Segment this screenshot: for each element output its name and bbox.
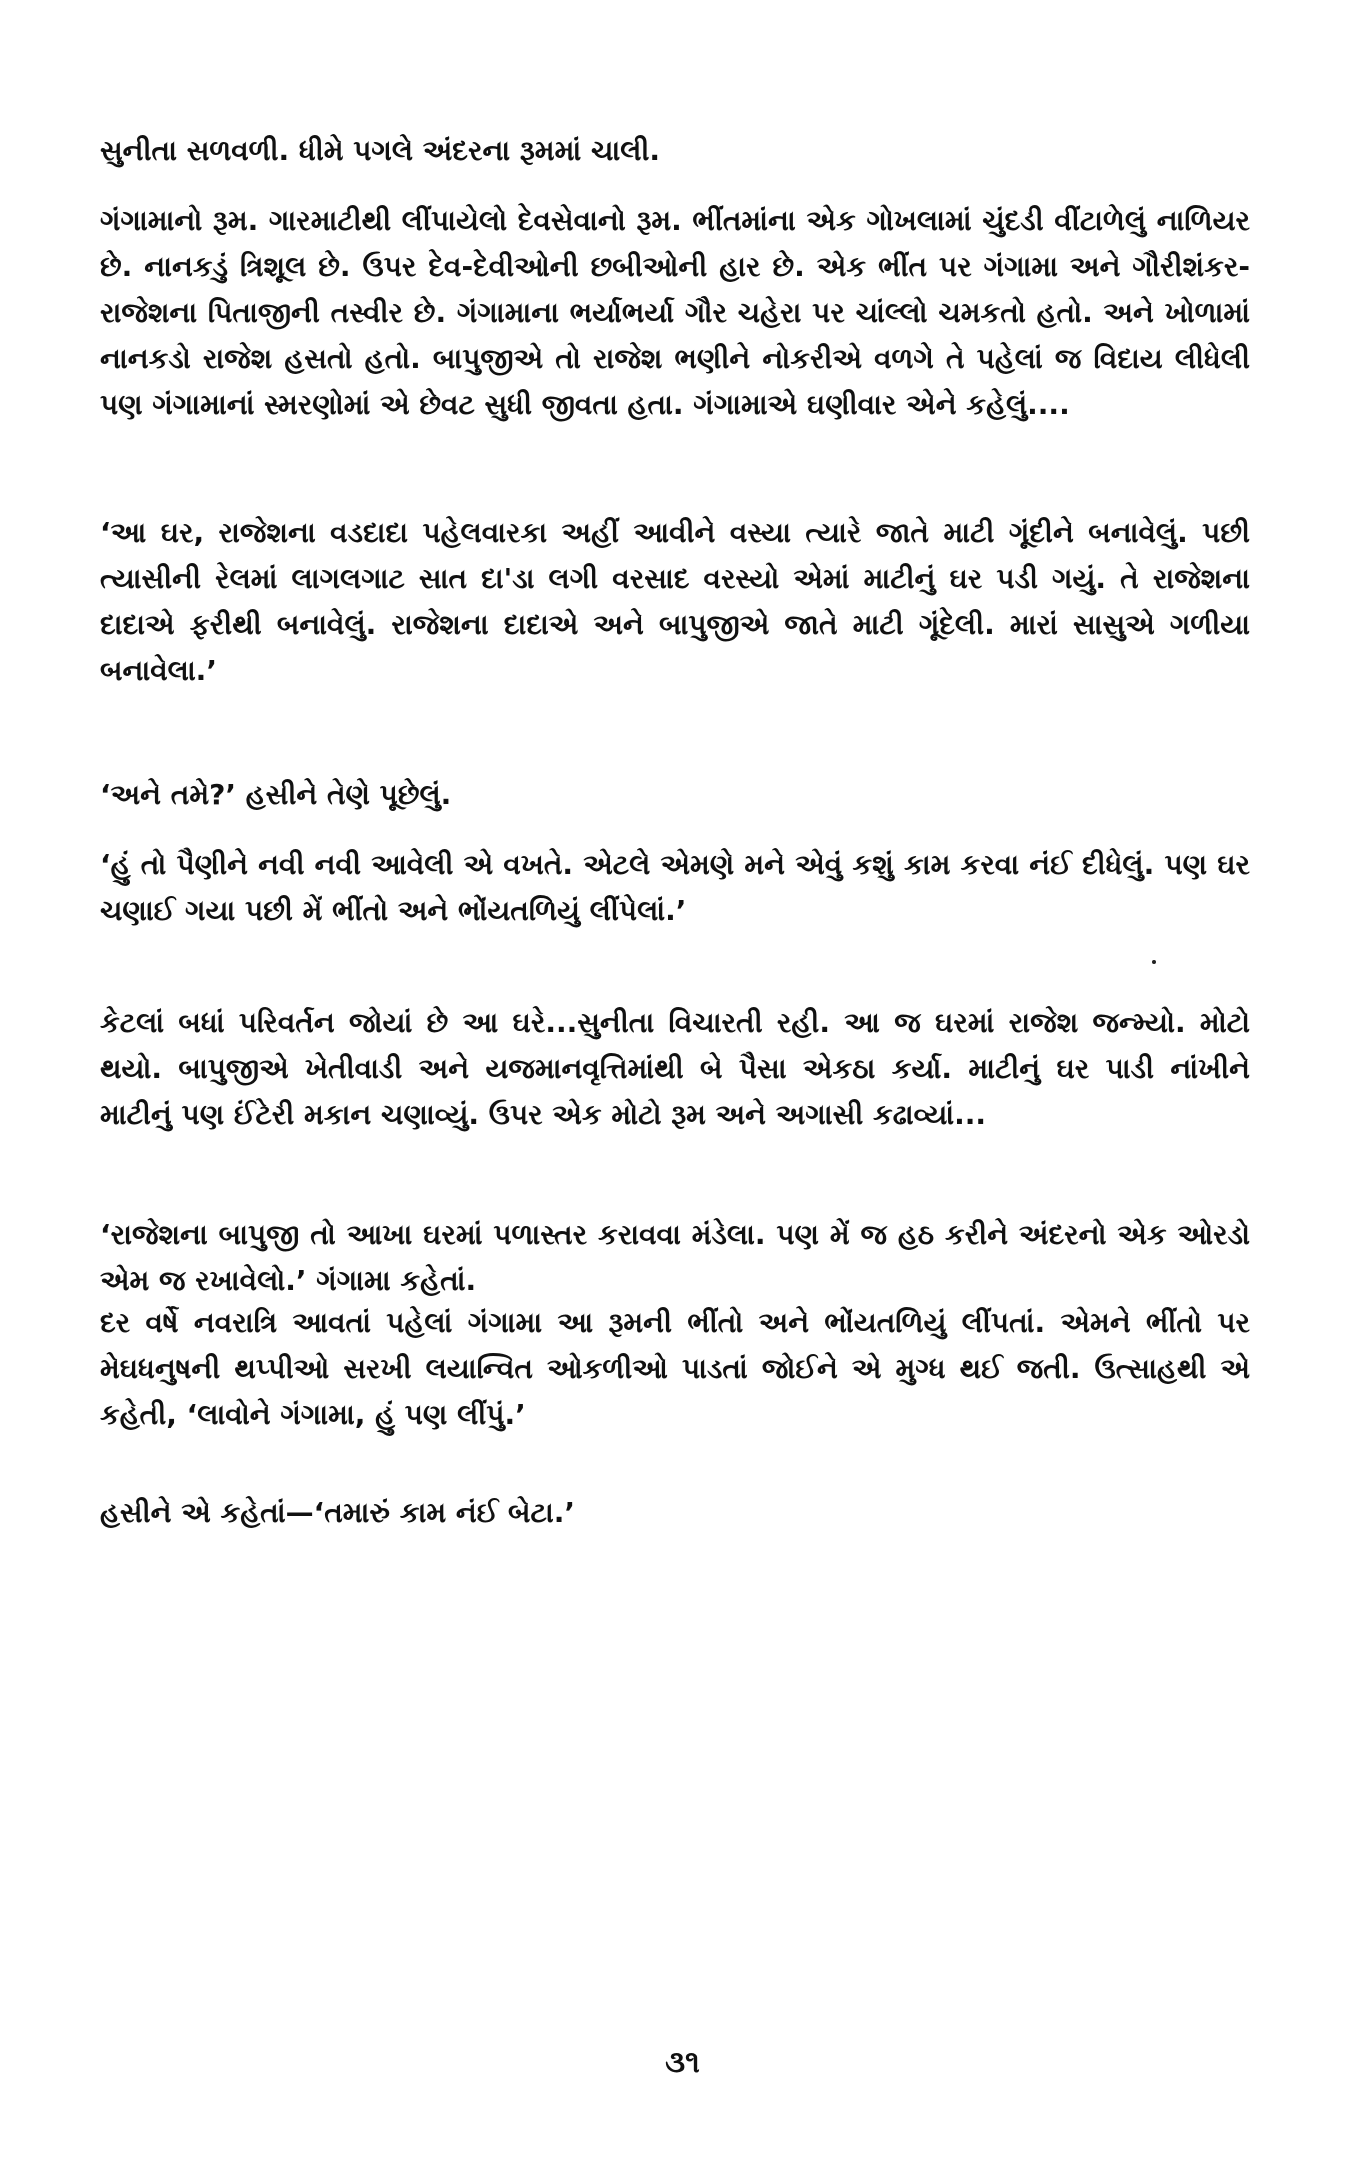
paragraph-6: કેટલાં બધાં પરિવર્તન જોયાં છે આ ઘરે...સુનીતા વિચારતી રહી. આ જ ઘરમાં રાજેશ જન્મ્યો. મોટો થયો. બાપુજીએ ખેતીવાડી અને યજમાનવૃત્તિમાંથી બે પૈસા એકઠા કર્યા. માટીનું ઘર પાડી નાંખીને માટીનું પણ ઈંટેરી મકાન ચણાવ્યું. ઉપર એક મોટો રૂમ અને અગાસી કઢાવ્યાં... [100, 1006, 1250, 1131]
paragraph-3: ‘આ ઘર, રાજેશના વડદાદા પહેલવારકા અહીં આવીને વસ્યા ત્યારે જાતે માટી ગૂંદીને બનાવેલું. પછી ત્યાસીની રેલમાં લાગલગાટ સાત દા'ડા લગી વરસાદ વરસ્યો એમાં માટીનું ઘર પડી ગયું. તે રાજેશના દાદાએ ફરીથી બનાવેલું. રાજેશના દાદાએ અને બાપુજીએ જાતે માટી ગૂંદેલી. મારાં સાસુએ ગળીયા બનાવેલા.’ [100, 516, 1250, 687]
print-speck [1152, 960, 1156, 964]
paragraph-8: દર વર્ષે નવરાત્રિ આવતાં પહેલાં ગંગામા આ રૂમની ભીંતો અને ભોંયતળિયું લીંપતાં. એમને ભીંતો પર મેઘધનુષની થપ્પીઓ સરખી લયાન્વિત ઓકળીઓ પાડતાં જોઈને એ મુગ્ધ થઈ જતી. ઉત્સાહથી એ કહેતી, ‘લાવોને ગંગામા, હું પણ લીંપું.’ [100, 1306, 1250, 1431]
paragraph-2: ગંગામાનો રૂમ. ગારમાટીથી લીંપાયેલો દેવસેવાનો રૂમ. ભીંતમાંના એક ગોખલામાં ચુંદડી વીંટાળેલું નાળિયર છે. નાનકડું ત્રિશૂલ છે. ઉપર દેવ-દેવીઓની છબીઓની હાર છે. એક ભીંત પર ગંગામા અને ગૌરીશંકર-રાજેશના પિતાજીની તસ્વીર છે. ગંગામાના ભર્યાભર્યા ગૌર ચહેરા પર ચાંલ્લો ચમકતો હતો. અને ખોળામાં નાનકડો રાજેશ હસતો હતો. બાપુજીએ તો રાજેશ ભણીને નોકરીએ વળગે તે પહેલાં જ વિદાય લીધેલી પણ ગંગામાનાં સ્મરણોમાં એ છેવટ સુધી જીવતા હતા. ગંગામાએ ઘણીવાર એને કહેલું.... [100, 204, 1250, 421]
page-number: ૩૧ [665, 2045, 700, 2080]
paragraph-7: ‘રાજેશના બાપુજી તો આખા ઘરમાં પળાસ્તર કરાવવા મંડેલા. પણ મેં જ હઠ કરીને અંદરનો એક ઓરડો એમ જ રખાવેલો.’ ગંગામા કહેતાં. [100, 1218, 1250, 1297]
paragraph-4: ‘અને તમે?’ હસીને તેણે પૂછેલું. [100, 778, 452, 811]
paragraph-5: ‘હું તો પૈણીને નવી નવી આવેલી એ વખતે. એટલે એમણે મને એવું કશું કામ કરવા નંઈ દીધેલું. પણ ઘર ચણાઈ ગયા પછી મેં ભીંતો અને ભોંયતળિયું લીંપેલાં.’ [100, 848, 1250, 927]
paragraph-1: સુનીતા સળવળી. ધીમે પગલે અંદરના રૂમમાં ચાલી. [100, 134, 661, 167]
paragraph-9: હસીને એ કહેતાં—‘તમારું કામ નંઈ બેટા.’ [100, 1496, 575, 1529]
